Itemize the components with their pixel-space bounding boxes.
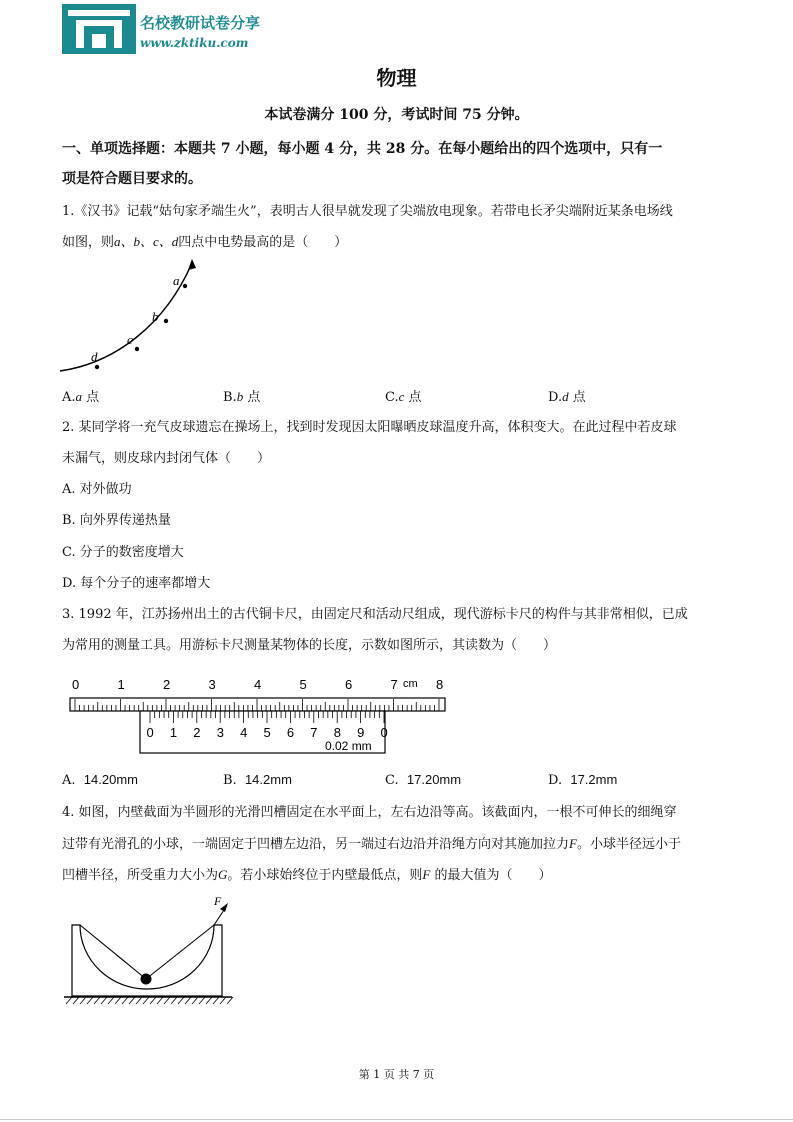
- point-c-dot: [135, 347, 139, 351]
- q4-stem-line2: 过带有光滑孔的小球，一端固定于凹槽左边沿，另一端过右边沿并沿绳方向对其施加拉力F。小球半径远小于: [62, 836, 681, 852]
- vernier-scale-label: 0: [146, 725, 154, 740]
- hatch-line: [108, 997, 114, 1004]
- main-scale-label: 5: [299, 677, 307, 692]
- q3-option-b[interactable]: B. 14.2mm: [223, 772, 292, 788]
- point-b-dot: [164, 319, 168, 323]
- main-scale-label: 8: [436, 677, 444, 692]
- hatch-line: [136, 997, 142, 1004]
- vernier-scale-label: 1: [169, 725, 178, 740]
- q3-option-a[interactable]: A. 14.20mm: [62, 772, 138, 788]
- main-scale-label: 7: [390, 677, 398, 692]
- hatch-line: [101, 997, 107, 1004]
- q4-stem-line3: 凹槽半径，所受重力大小为G。若小球始终位于内壁最低点，则F 的最大值为（ ）: [62, 867, 552, 883]
- vernier-scale-label: 2: [193, 725, 201, 740]
- hatch-line: [220, 997, 226, 1004]
- section-heading-line1: 一、单项选择题：本题共 7 小题，每小题 4 分，共 28 分。在每小题给出的四个选项中，只有一: [62, 141, 663, 157]
- q2-stem-line1: 2. 某同学将一充气皮球遗忘在操场上，找到时发现因太阳曝晒皮球温度升高，体积变大。在此过程中若皮球: [62, 420, 677, 435]
- q1-stem-line2: [62, 232, 347, 253]
- point-c-label: c: [127, 332, 133, 347]
- ball: [141, 974, 152, 985]
- q2-stem-line2: 未漏气，则皮球内封闭气体（ ）: [62, 451, 271, 466]
- q2-option-d[interactable]: D. 每个分子的速率都增大: [62, 576, 211, 591]
- main-scale-label: 3: [208, 677, 216, 692]
- logo-title: 名校教研试卷分享: [140, 14, 261, 32]
- hatch-line: [150, 997, 156, 1004]
- hatch-line: [185, 997, 191, 1004]
- force-label: F: [214, 894, 222, 908]
- q4-groove-figure: [60, 893, 240, 1008]
- point-a-label: a: [173, 273, 180, 288]
- precision-label: 0.02 mm: [325, 739, 372, 753]
- vernier-scale-label: 3: [216, 725, 224, 740]
- hatch-line: [199, 997, 205, 1004]
- hatch-line: [122, 997, 128, 1004]
- q1-stem-prefix: 如图，则: [62, 235, 115, 250]
- vernier-scale-label: 7: [310, 725, 318, 740]
- q3-option-d[interactable]: D. 17.2mm: [548, 772, 618, 788]
- logo-url: www.zktiku.com: [140, 36, 249, 50]
- vernier-scale-label: 0: [380, 725, 388, 740]
- point-a-dot: [183, 284, 187, 288]
- hatch-line: [164, 997, 170, 1004]
- hatch-line: [80, 997, 86, 1004]
- vernier-scale-label: 9: [357, 725, 365, 740]
- hatch-line: [73, 997, 79, 1004]
- hatch-line: [213, 997, 219, 1004]
- q1-stem-points: a、b、c、d: [114, 234, 179, 249]
- ground-hatch: [66, 997, 233, 1004]
- groove-outline: [72, 925, 222, 996]
- logo-icon: [62, 4, 136, 54]
- point-b-label: b: [152, 309, 159, 324]
- q1-field-line-figure: [55, 255, 215, 380]
- main-scale-label: 0: [72, 677, 80, 692]
- hatch-line: [157, 997, 163, 1004]
- hatch-line: [206, 997, 212, 1004]
- hatch-line: [143, 997, 149, 1004]
- hatch-line: [94, 997, 100, 1004]
- point-d-dot: [95, 365, 99, 369]
- hatch-line: [87, 997, 93, 1004]
- q3-stem-line1: 3. 1992 年，江苏扬州出土的古代铜卡尺，由固定尺和活动尺组成，现代游标卡尺的构件与其非常相似，已成: [62, 607, 688, 622]
- logo-mark: [62, 4, 136, 54]
- unit-label: cm: [403, 678, 418, 690]
- vernier-scale-label: 6: [286, 725, 295, 740]
- point-d-label: d: [91, 349, 98, 364]
- q1-stem-suffix: 四点中电势最高的是（ ）: [178, 235, 348, 250]
- vernier-scale-label: 8: [333, 725, 341, 740]
- main-scale-label: 1: [117, 677, 125, 692]
- main-scale-label: 6: [345, 677, 353, 692]
- q2-option-b[interactable]: B. 向外界传递热量: [62, 513, 171, 528]
- q3-caliper-figure: [65, 672, 455, 762]
- q1-option-b[interactable]: B.b 点: [223, 389, 261, 405]
- q2-option-a[interactable]: A. 对外做功: [62, 482, 132, 497]
- q3-option-c[interactable]: C. 17.20mm: [385, 772, 462, 788]
- hatch-line: [192, 997, 198, 1004]
- q2-option-c[interactable]: C. 分子的数密度增大: [62, 545, 184, 560]
- q1-option-d[interactable]: D.d 点: [548, 389, 586, 405]
- section-heading-line2: 项是符合题目要求的。: [62, 171, 202, 187]
- vernier-scale-label: 4: [240, 725, 248, 740]
- hatch-line: [178, 997, 184, 1004]
- q3-stem-line2: 为常用的测量工具。用游标卡尺测量某物体的长度，示数如图所示，其读数为（ ）: [62, 638, 557, 653]
- main-scale-labels: [72, 677, 443, 692]
- bottom-rule: [0, 1119, 793, 1120]
- hatch-line: [227, 997, 233, 1004]
- vernier-scale-label: 5: [263, 725, 271, 740]
- main-scale-label: 2: [163, 677, 171, 692]
- hatch-line: [129, 997, 135, 1004]
- q1-option-a[interactable]: A.a 点: [62, 389, 100, 405]
- q1-stem-line1: 1.《汉书》记载“姑句家矛端生火”，表明古人很早就发现了尖端放电现象。若带电长矛尖端附近某条电场线: [62, 204, 673, 219]
- page-title: 物理: [376, 66, 417, 90]
- q1-option-c[interactable]: C.c 点: [385, 389, 422, 405]
- hatch-line: [171, 997, 177, 1004]
- field-line-arrow: [188, 259, 196, 270]
- main-scale-label: 4: [254, 677, 262, 692]
- hatch-line: [66, 997, 72, 1004]
- exam-instructions: 本试卷满分 100 分，考试时间 75 分钟。: [264, 107, 529, 123]
- hatch-line: [115, 997, 121, 1004]
- page-number: 第 1 页 共 7 页: [358, 1068, 435, 1081]
- q4-stem-line1: 4. 如图，内壁截面为半圆形的光滑凹槽固定在水平面上，左右边沿等高。该截面内，一根不可伸长的细绳穿: [62, 805, 677, 820]
